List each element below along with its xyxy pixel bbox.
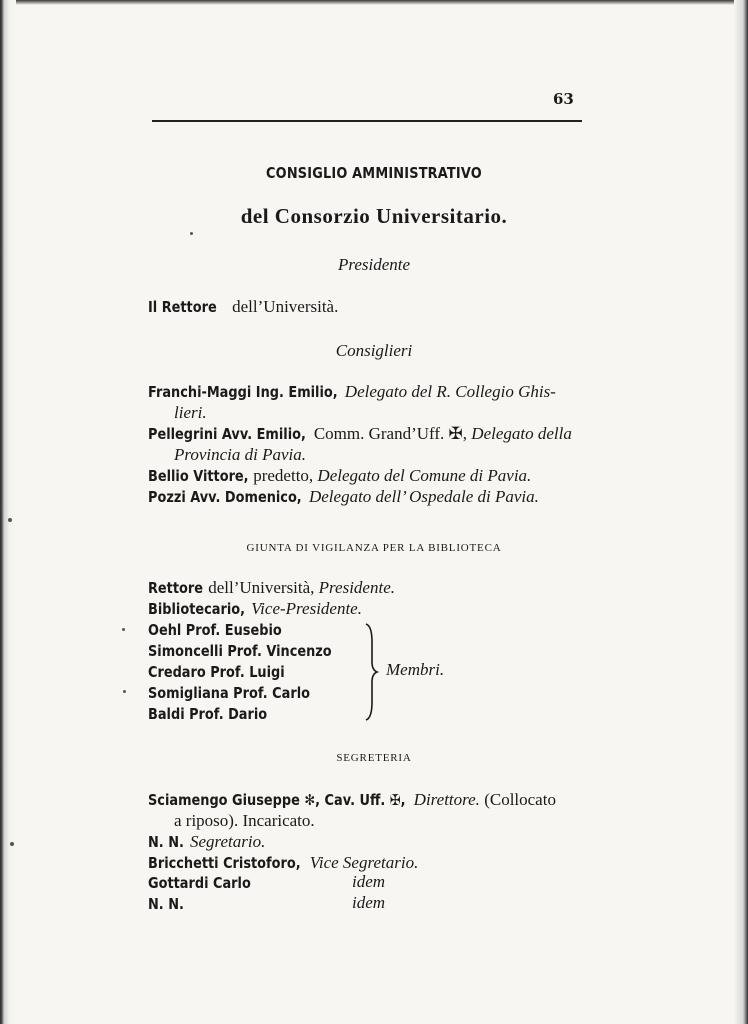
library-officer-line xyxy=(148,599,362,619)
vice-secretary-line xyxy=(148,853,418,873)
vice-secretary-name: Bricchetti Cristoforo, xyxy=(148,854,301,872)
library-heading: GIUNTA DI VIGILANZA PER LA BIBLIOTECA xyxy=(246,542,502,554)
page-title: CONSIGLIO AMMINISTRATIVO xyxy=(266,164,482,182)
page-top-edge xyxy=(0,0,748,5)
library-officer-role: Presidente. xyxy=(314,578,395,597)
library-officer-name: Rettore xyxy=(148,579,203,597)
clerk-name: Gottardi Carlo xyxy=(148,874,251,892)
councillor-role: Delegato della xyxy=(467,424,572,443)
clerk-role: idem xyxy=(352,893,386,912)
members-brace xyxy=(362,622,382,722)
secretary-line xyxy=(148,832,265,852)
page-left-edge xyxy=(0,0,16,1024)
library-member: Credaro Prof. Luigi xyxy=(148,663,285,681)
members-label: Membri. xyxy=(386,660,445,679)
print-speck xyxy=(122,628,125,631)
director-line xyxy=(148,790,556,810)
director-note-cont: a riposo). Incaricato. xyxy=(174,811,315,830)
subtitle: del Consorzio Universitario. xyxy=(240,204,508,228)
councillor-name: Pozzi Avv. Domenico, xyxy=(148,488,302,506)
library-officer-name: Bibliotecario, xyxy=(148,600,246,618)
president-line xyxy=(148,297,338,317)
header-rule xyxy=(152,120,582,122)
print-speck xyxy=(8,518,12,522)
library-member: Simoncelli Prof. Vincenzo xyxy=(148,642,332,660)
councillor-title: predetto, xyxy=(248,466,314,485)
print-speck xyxy=(190,232,193,235)
clerk-name: N. N. xyxy=(148,895,184,913)
library-member: Somigliana Prof. Carlo xyxy=(148,684,310,702)
councillor-line xyxy=(148,487,539,507)
library-officer-role: Vice-Presidente. xyxy=(246,599,362,618)
councillor-role: Delegato dell’ Ospedale di Pavia. xyxy=(304,487,539,506)
library-officer-title: dell’Università, xyxy=(203,578,315,597)
print-speck xyxy=(10,842,14,846)
secretary-role: Segretario. xyxy=(185,832,266,851)
president-rest: dell’Università. xyxy=(227,297,339,316)
councillor-line xyxy=(148,382,556,402)
secretariat-heading: SEGRETERIA xyxy=(336,752,412,764)
councillors-heading: Consiglieri xyxy=(335,341,413,360)
library-member: Oehl Prof. Eusebio xyxy=(148,621,282,639)
councillor-role: Delegato del Comune di Pavia. xyxy=(313,466,532,485)
page-right-edge xyxy=(734,0,748,1024)
councillor-name: Franchi-Maggi Ing. Emilio, xyxy=(148,383,338,401)
vice-secretary-role: Vice Segretario. xyxy=(305,853,419,872)
councillor-role-cont: lieri. xyxy=(174,403,207,422)
director-name: Sciamengo Giuseppe ✻, Cav. Uff. ✠, xyxy=(148,791,406,809)
director-note: (Collocato xyxy=(479,790,556,809)
director-role: Direttore. xyxy=(409,790,480,809)
councillor-name: Pellegrini Avv. Emilio, xyxy=(148,425,306,443)
president-name: Il Rettore xyxy=(148,298,217,316)
president-heading: Presidente xyxy=(337,255,411,274)
councillor-name: Bellio Vittore, xyxy=(148,467,249,485)
councillor-line xyxy=(148,424,572,444)
councillor-role: Delegato del R. Collegio Ghis- xyxy=(340,382,556,401)
councillor-role-cont: Provincia di Pavia. xyxy=(174,445,307,464)
print-speck xyxy=(123,690,126,693)
secretary-name: N. N. xyxy=(148,833,184,851)
library-officer-line xyxy=(148,578,395,598)
clerk-role: idem xyxy=(352,872,386,891)
library-member: Baldi Prof. Dario xyxy=(148,705,268,723)
councillor-title: Comm. Grand’Uff. ✠, xyxy=(309,424,468,443)
page-number: 63 xyxy=(553,90,574,108)
councillor-line xyxy=(148,466,531,486)
